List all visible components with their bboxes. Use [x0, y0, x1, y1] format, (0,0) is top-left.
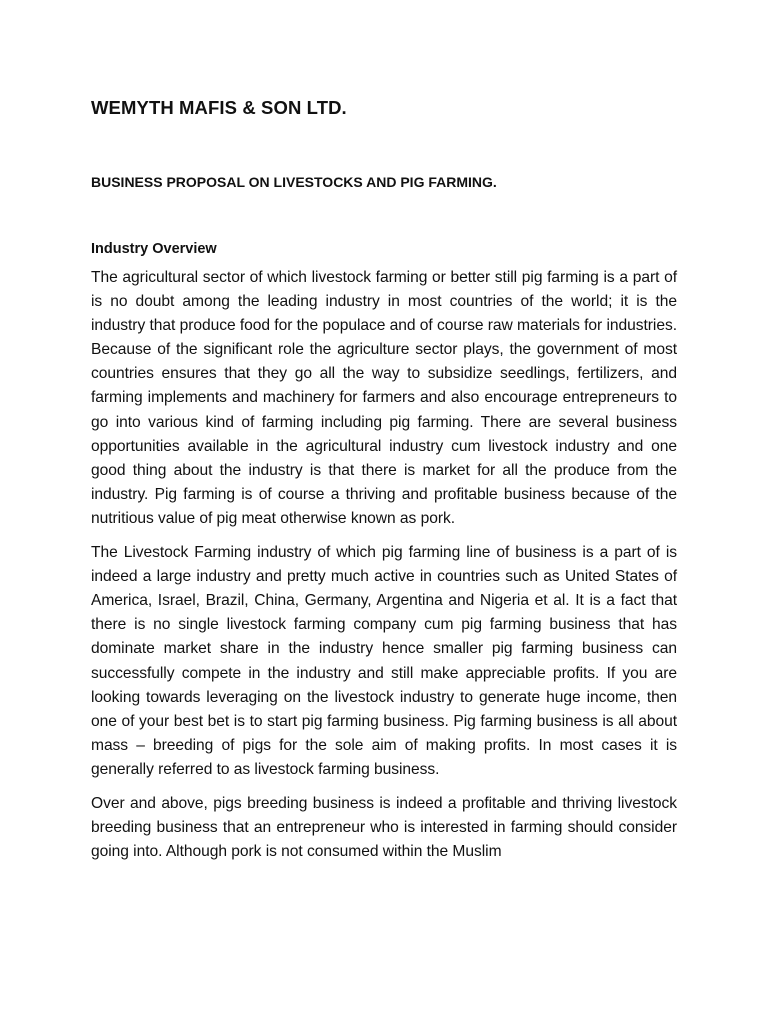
paragraph: The Livestock Farming industry of which pig farming line of business is a part of is indeed a large industry and pretty much active in countries such as United States of America, Israel, Brazil, China, Germany, Argentina and Nigeria et al. It is a fact that there is no single livestock farming company cum pig farming business that has dominate market share in the industry hence smaller pig farming business can successfully compete in the industry and still make appreciable profits. If you are looking towards leveraging on the livestock industry to generate huge income, then one of your best bet is to start pig farming business. Pig farming business is all about mass – breeding of pigs for the sole aim of making profits. In most cases it is generally referred to as livestock farming business. [91, 544, 677, 778]
company-title: WEMYTH MAFIS & SON LTD. [91, 97, 347, 118]
paragraph: Over and above, pigs breeding business is indeed a profitable and thriving livestock breeding business that an entrepreneur who is interested in farming should consider going into. Although pork is not consumed within the Muslim [91, 794, 677, 861]
document-content [91, 95, 677, 864]
proposal-title: BUSINESS PROPOSAL ON LIVESTOCKS AND PIG FARMING. [91, 174, 497, 190]
paragraph: The agricultural sector of which livestock farming or better still pig farming is a part of is no doubt among the leading industry in most countries of the world; it is the industry that produce food for the populace and of course raw materials for industries. Because of the significant role the agriculture sector plays, the government of most countries ensures that they go all the way to subsidize seedlings, fertilizers, and farming implements and machinery for farmers and also encourage entrepreneurs to go into various kind of farming including pig farming. There are several business opportunities available in the agricultural industry cum livestock industry and one good thing about the industry is that there is market for all the produce from the industry. Pig farming is of course a thriving and profitable business because of the nutritious value of pig meat otherwise known as pork. [91, 269, 677, 527]
section-heading-industry-overview: Industry Overview [91, 241, 217, 257]
